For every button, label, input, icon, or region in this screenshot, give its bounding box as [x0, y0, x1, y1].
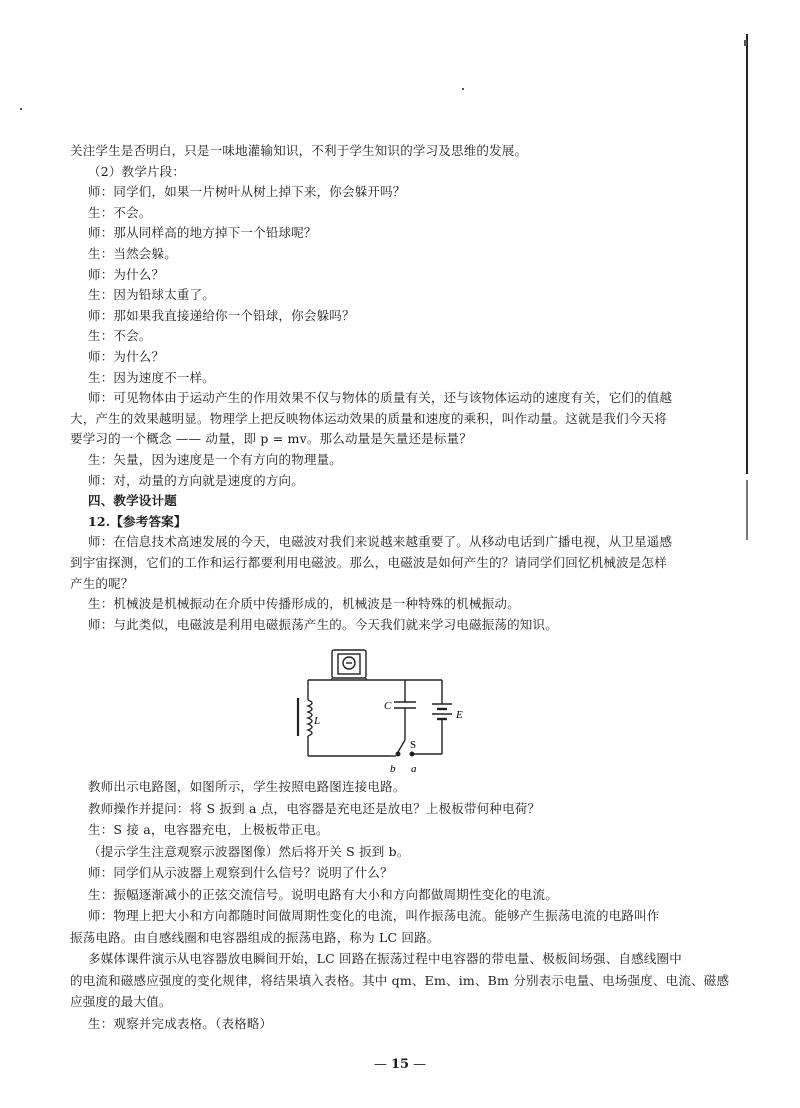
lc-circuit-diagram	[290, 648, 490, 778]
text-line: 师：可见物体由于运动产生的作用效果不仅与物体的质量有关，还与该物体运动的速度有关，它们的值越	[88, 390, 673, 406]
battery-label: E	[456, 709, 463, 721]
terminal-b-label: b	[390, 763, 396, 775]
inductor-label: L	[314, 715, 321, 727]
text-line: 生：因为速度不一样。	[88, 369, 216, 385]
scan-speck	[20, 108, 22, 110]
text-line: 教师操作并提问：将 S 扳到 a 点，电容器是充电还是放电？上极板带何种电荷？	[88, 800, 541, 816]
text-line: 生：不会。	[88, 204, 152, 220]
text-line: 生：当然会躲。	[88, 246, 177, 261]
text-line: （提示学生注意观察示波器图像）然后将开关 S 扳到 b。	[88, 843, 410, 859]
text-line: 的电流和磁感应强度的变化规律，将结果填入表格。其中 qm、Em、im、Bm 分别表示电量、电场强度、电流、磁感	[70, 972, 730, 988]
scan-speck	[744, 40, 747, 46]
terminal-a-label: a	[411, 763, 417, 775]
page-number: — 15 —	[373, 1057, 427, 1072]
text-line: 多媒体课件演示从电容器放电瞬间开始，LC 回路在振荡过程中电容器的带电量、极板间场强、自感线圈中	[88, 951, 682, 966]
capacitor-label: C	[384, 700, 392, 712]
text-line: 师：那从同样高的地方掉下一个铅球呢？	[88, 225, 317, 241]
scan-edge-mark	[746, 480, 748, 540]
switch-label: S	[410, 739, 417, 751]
text-line: 生：振幅逐渐减小的正弦交流信号。说明电路有大小和方向都做周期性变化的电流。	[88, 886, 558, 902]
scan-speck	[462, 88, 464, 90]
text-line: 师：在信息技术高速发展的今天，电磁波对我们来说越来越重要了。从移动电话到广播电视，从卫星遥感	[88, 534, 673, 550]
scan-edge-mark	[746, 34, 748, 474]
text-line: 关注学生是否明白，只是一味地灌输知识，不利于学生知识的学习及思维的发展。	[70, 143, 528, 158]
text-line: 要学习的一个概念 —— 动量，即 p = mv。那么动量是矢量还是标量？	[70, 431, 472, 447]
text-line: 教师出示电路图，如图所示，学生按照电路图连接电路。	[88, 779, 406, 794]
text-line: 振荡电路。由自感线圈和电容器组成的振荡电路，称为 LC 回路。	[70, 929, 440, 945]
text-line: 到宇宙探测，它们的工作和运行都要利用电磁波。那么，电磁波是如何产生的？请同学们回忆机械波是怎样	[70, 555, 667, 570]
text-line: 应强度的最大值。	[70, 994, 172, 1009]
text-line: 生：观察并完成表格。（表格略）	[88, 1015, 273, 1031]
text-line: 生：矢量，因为速度是一个有方向的物理量。	[88, 452, 343, 467]
text-line: 师：那如果我直接递给你一个铅球，你会躲吗？	[88, 307, 355, 323]
text-line: 师：与此类似，电磁波是利用电磁振荡产生的。今天我们就来学习电磁振荡的知识。	[88, 616, 558, 632]
page-number-value: 15	[390, 1057, 410, 1072]
text-line: 师：对，动量的方向就是速度的方向。	[88, 472, 304, 488]
text-line: 师：同学们从示波器上观察到什么信号？说明了什么？	[88, 865, 393, 880]
text-line: 师：同学们，如果一片树叶从树上掉下来，你会躲开吗？	[88, 184, 406, 200]
text-line: 四、教学设计题	[88, 493, 177, 509]
text-line: 生：S 接 a，电容器充电，上极板带正电。	[88, 822, 329, 837]
text-line: 师：物理上把大小和方向都随时间做周期性变化的电流，叫作振荡电流。能够产生振荡电流的电路叫作	[88, 908, 660, 923]
text-line: 师：为什么？	[88, 266, 165, 282]
text-line: 师：为什么？	[88, 349, 165, 364]
text-line: 12.【参考答案】	[88, 513, 187, 529]
text-line: 生：因为铅球太重了。	[88, 287, 216, 303]
text-line: 产生的呢？	[70, 575, 134, 591]
text-line: 生：机械波是机械振动在介质中传播形成的，机械波是一种特殊的机械振动。	[88, 596, 520, 612]
text-line: （2）教学片段：	[88, 163, 186, 179]
text-line: 大，产生的效果越明显。物理学上把反映物体运动效果的质量和速度的乘积，叫作动量。这就是我们今天将	[70, 410, 667, 426]
text-line: 生：不会。	[88, 328, 152, 344]
